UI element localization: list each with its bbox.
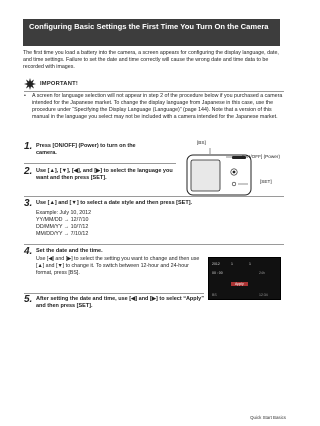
step-number: 5. [24,294,33,305]
date-time-screen [208,257,281,300]
step-text: After setting the date and time, use [◀] and [▶] to select “Apply” and then press [SET]. [36,296,204,310]
important-burst-icon [24,78,36,90]
screen-clock: 12:34 [259,293,268,297]
important-note [24,93,284,121]
important-divider [24,91,284,92]
screen-bs: BS [212,293,217,297]
step-number: 1. [24,141,33,152]
step-divider [24,244,284,245]
intro-paragraph: The first time you load a battery into the camera, a screen appears for configuring the display language, date, and time settings. Failure to set the date and time correctly will cause the wrong date and time data to be recorded with images. [23,50,279,70]
step-divider [24,196,284,197]
example-item: DD/MM/YY → 10/7/12 [36,224,89,230]
important-title: IMPORTANT! [40,80,78,87]
bs-label: [BS] [197,140,206,145]
section-title: Configuring Basic Settings the First Time You Turn On the Camera [29,22,269,31]
screen-time: 00 : 00 [212,271,223,275]
step-text: Use [▲] and [▼] to select a date style and then press [SET]. [36,200,193,206]
important-text: A screen for language selection will not appear in step 2 of the procedure below if you purchased a camera intended for the Japanese market. To change the display language from Japanese in this case, use the procedure under “Specifying the Display Language (Language)” (page 144). Note that a version of this manual in the language you select may not be included with a camera intended for the Japanese market. [32,93,283,120]
step-number: 4. [24,246,33,257]
camera-back-icon [186,140,286,196]
page-footer: Quick Start Basics [250,415,286,420]
step-detail: Use [◀] and [▶] to select the setting you want to change and then use [▲] and [▼] to change it. To switch between 12-hour and 24-hour format, press [BS]. [36,256,200,277]
step-text: Set the date and the time. [36,248,103,254]
section-header [23,19,280,46]
example-item: YY/MM/DD → 12/7/10 [36,217,89,223]
step-number: 3. [24,198,33,209]
screen-format: 24h [259,271,265,275]
example-item: MM/DD/YY → 7/10/12 [36,231,89,237]
screen-month: 1 [231,262,233,266]
step-divider [24,163,176,164]
step-text: Use [▲], [▼], [◀], and [▶] to select the language you want and then press [SET]. [36,168,173,182]
screen-year: 2012 [212,262,220,266]
set-label: [SET] [260,179,272,184]
camera-diagram [186,140,286,196]
step-number: 2. [24,166,33,177]
example-title: Example: July 10, 2012 [36,210,92,216]
step-divider [24,293,204,294]
power-label: [ON/OFF] (Power) [242,154,281,159]
step-text: Press [ON/OFF] (Power) to turn on the camera. [36,143,136,157]
important-heading [24,77,78,90]
bullet-mark: • [24,93,26,99]
screen-apply: Apply [231,282,248,286]
screen-day: 1 [249,262,251,266]
